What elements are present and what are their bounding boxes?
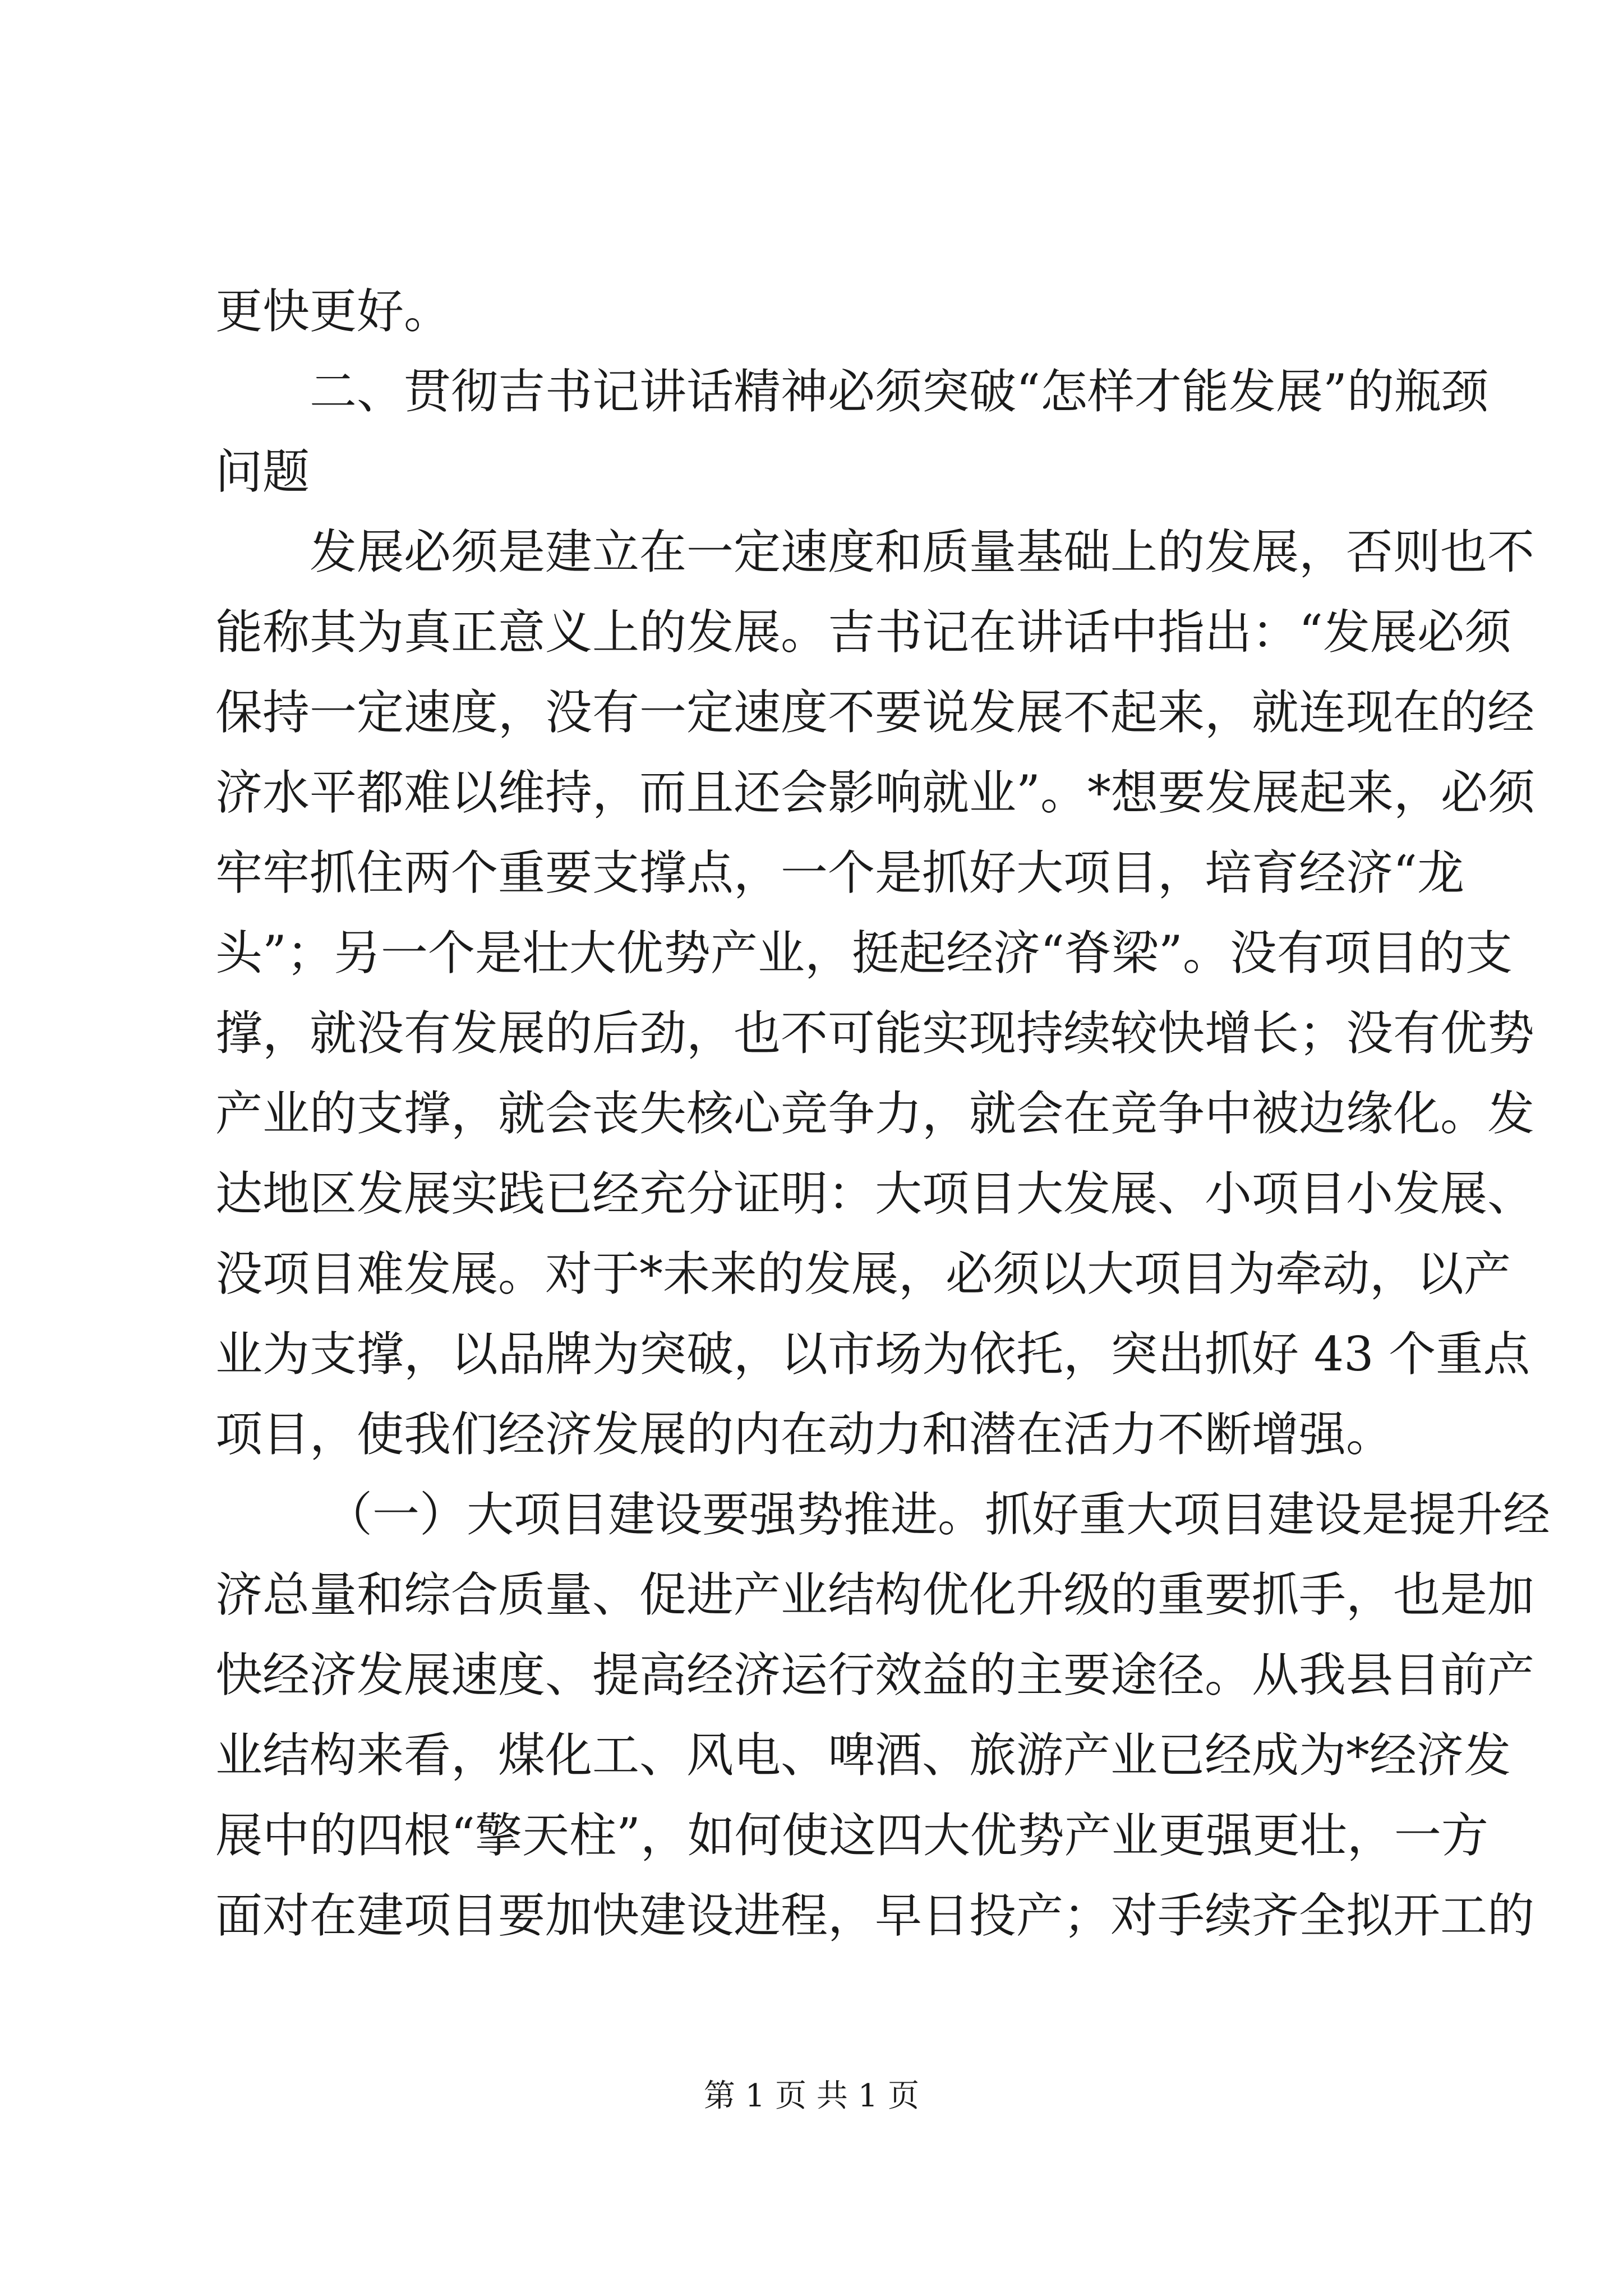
page-number-footer: 第 1 页 共 1 页	[703, 2078, 920, 2114]
text-line: 产业的支撑，就会丧失核心竞争力，就会在竞争中被边缘化。发	[215, 1086, 1535, 1141]
text-line: 发展必须是建立在一定速度和质量基础上的发展，否则也不	[310, 524, 1535, 579]
text-line: 业结构来看，煤化工、风电、啤酒、旅游产业已经成为*经济发	[215, 1728, 1511, 1783]
text-line: 展中的四根“擎天柱”，如何使这四大优势产业更强更壮，一方	[215, 1808, 1488, 1863]
text-line: 快经济发展速度、提高经济运行效益的主要途径。从我县目前产	[215, 1648, 1535, 1703]
subsection-line: （一）大项目建设要强势推进。抓好重大项目建设是提升经	[325, 1487, 1551, 1542]
text-line: 业为支撑，以品牌为突破，以市场为依托，突出抓好 43 个重点	[215, 1327, 1530, 1382]
text-line: 济水平都难以维持，而且还会影响就业”。*想要发展起来，必须	[215, 765, 1535, 820]
section-heading-line: 问题	[215, 444, 310, 499]
text-line: 面对在建项目要加快建设进程，早日投产；对手续齐全拟开工的	[215, 1888, 1535, 1943]
text-line: 达地区发展实践已经充分证明：大项目大发展、小项目小发展、	[215, 1166, 1535, 1221]
text-line: 撑，就没有发展的后劲，也不可能实现持续较快增长；没有优势	[215, 1006, 1535, 1061]
text-line: 更快更好。	[215, 284, 451, 339]
text-line: 牢牢抓住两个重要支撑点，一个是抓好大项目，培育经济“龙	[215, 845, 1464, 900]
text-line: 没项目难发展。对于*未来的发展，必须以大项目为牵动，以产	[215, 1246, 1511, 1301]
text-line: 保持一定速度，没有一定速度不要说发展不起来，就连现在的经	[215, 685, 1535, 740]
document-body	[215, 272, 1551, 1956]
text-line: 济总量和综合质量、促进产业结构优化升级的重要抓手，也是加	[215, 1567, 1535, 1622]
section-heading-line: 二、贯彻吉书记讲话精神必须突破“怎样才能发展”的瓶颈	[310, 364, 1488, 419]
text-line: 项目，使我们经济发展的内在动力和潜在活力不断增强。	[215, 1407, 1394, 1462]
text-line: 头”；另一个是壮大优势产业，挺起经济“脊梁”。没有项目的支	[215, 926, 1513, 981]
text-line: 能称其为真正意义上的发展。吉书记在讲话中指出：“发展必须	[215, 605, 1511, 660]
